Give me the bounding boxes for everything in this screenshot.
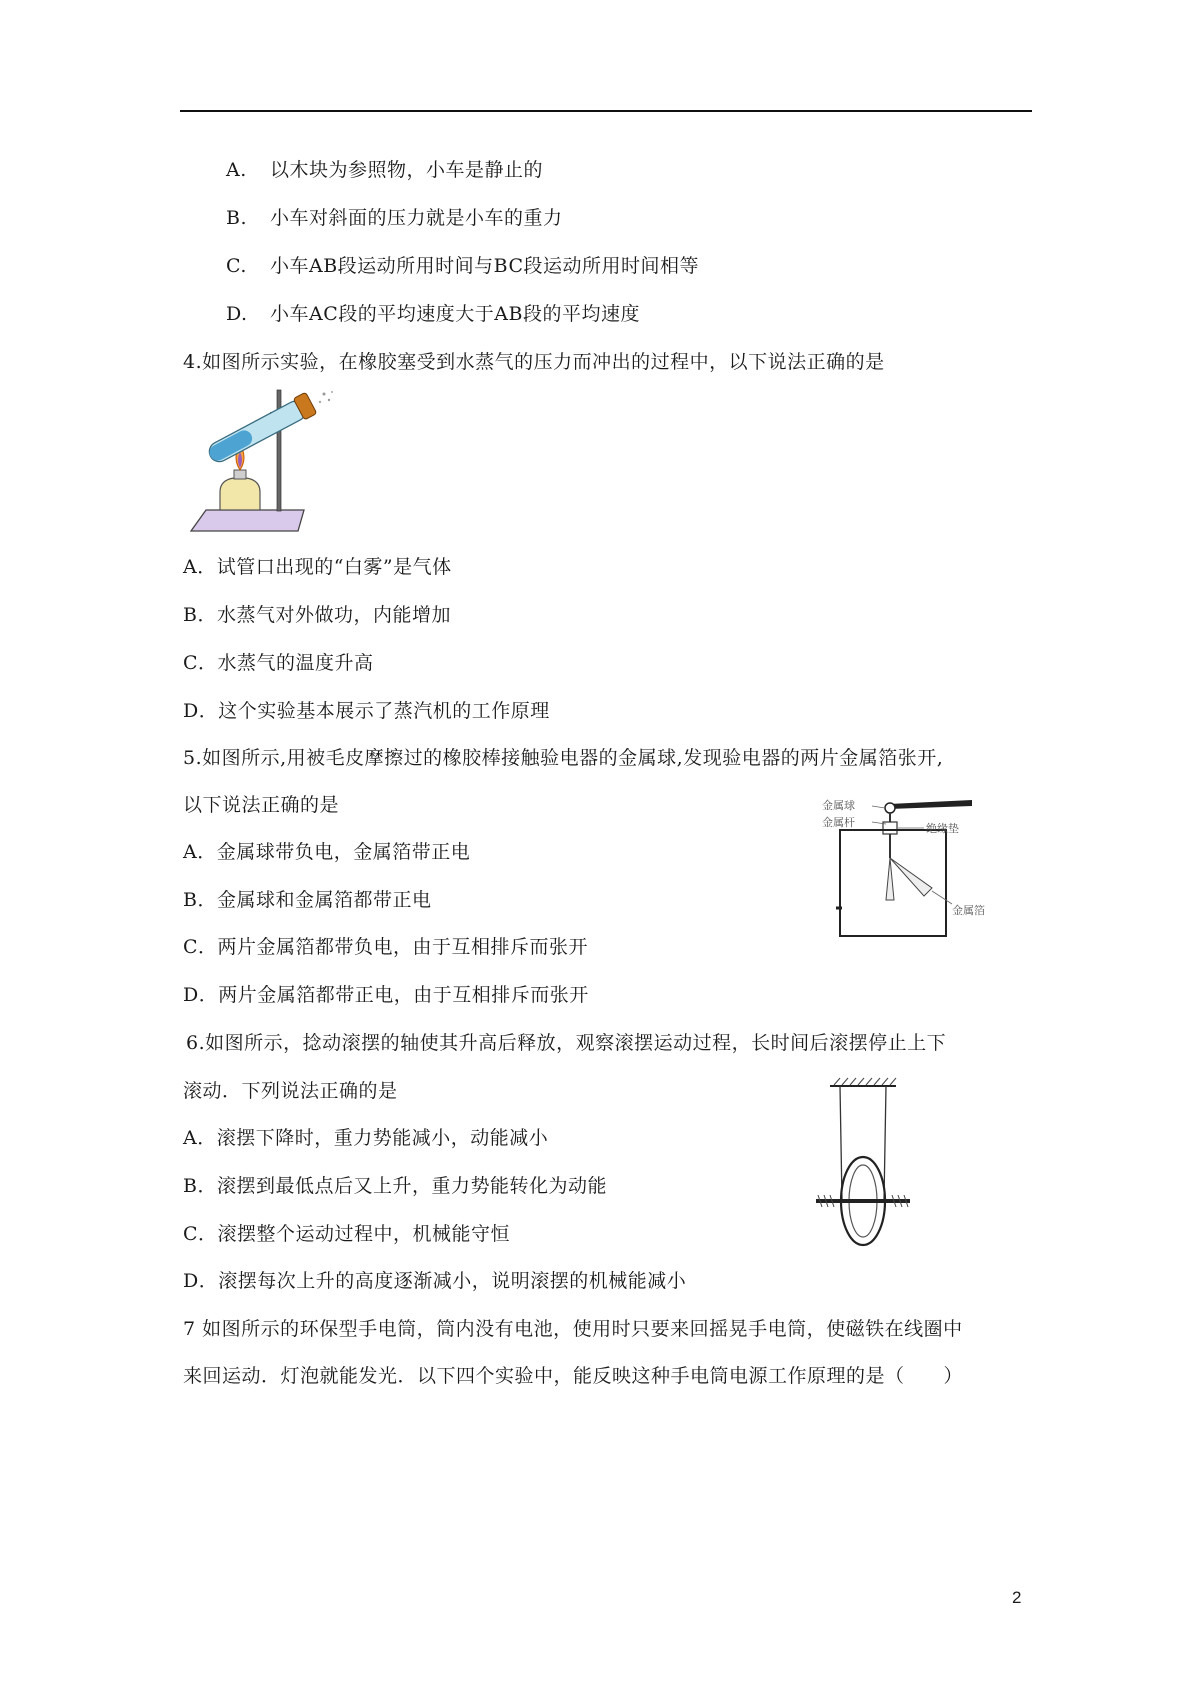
q5-option-d: D．两片金属箔都带正电，由于互相排斥而张开 [183, 984, 589, 1006]
q5-option-b: B．金属球和金属箔都带正电 [183, 889, 432, 911]
maxwell-pendulum-figure [812, 1076, 914, 1248]
q6-option-c: C．滚摆整个运动过程中，机械能守恒 [183, 1223, 511, 1245]
q4-option-c: C．水蒸气的温度升高 [183, 652, 374, 674]
q4-option-d: D．这个实验基本展示了蒸汽机的工作原理 [183, 700, 550, 722]
q3-option-c: C. 小车AB段运动所用时间与BC段运动所用时间相等 [226, 255, 700, 277]
q3-option-a: A. 以木块为参照物，小车是静止的 [226, 159, 544, 181]
q4-stem: 4.如图所示实验，在橡胶塞受到水蒸气的压力而冲出的过程中，以下说法正确的是 [183, 351, 885, 373]
label-pad: 绝缘垫 [926, 822, 959, 835]
q5-stem-line2: 以下说法正确的是 [183, 794, 340, 816]
q6-option-a: A．滚摆下降时，重力势能减小，动能减小 [183, 1127, 549, 1149]
q7-stem-line1: 7 如图所示的环保型手电筒，筒内没有电池，使用时只要来回摇晃手电筒，使磁铁在线圈中 [183, 1318, 963, 1340]
q6-option-d: D．滚摆每次上升的高度逐渐减小，说明滚摆的机械能减小 [183, 1270, 687, 1292]
q6-stem-line2: 滚动．下列说法正确的是 [183, 1080, 398, 1102]
q4-option-a: A．试管口出现的“白雾”是气体 [183, 556, 452, 578]
q5-option-c: C．两片金属箔都带负电，由于互相排斥而张开 [183, 936, 589, 958]
electroscope-figure [812, 796, 1007, 946]
q4-option-b: B．水蒸气对外做功，内能增加 [183, 604, 451, 626]
label-rod: 金属杆 [822, 816, 855, 829]
q3-option-d: D. 小车AC段的平均速度大于AB段的平均速度 [226, 303, 640, 325]
page-number: 2 [1012, 1588, 1022, 1607]
header-rule [180, 110, 1032, 112]
q6-stem-line1: 6.如图所示，捻动滚摆的轴使其升高后释放，观察滚摆运动过程，长时间后滚摆停止上下 [186, 1032, 947, 1054]
q7-stem-line2: 来回运动．灯泡就能发光．以下四个实验中，能反映这种手电筒电源工作原理的是（ ） [183, 1365, 964, 1387]
q5-stem-line1: 5.如图所示,用被毛皮摩擦过的橡胶棒接触验电器的金属球,发现验电器的两片金属箔张开, [183, 747, 944, 769]
label-ball: 金属球 [822, 799, 855, 812]
q5-option-a: A．金属球带负电，金属箔带正电 [183, 841, 471, 863]
label-foil: 金属箔 [952, 904, 985, 917]
q3-option-b: B. 小车对斜面的压力就是小车的重力 [226, 207, 563, 229]
test-tube-heating-figure [186, 388, 336, 540]
q6-option-b: B．滚摆到最低点后又上升，重力势能转化为动能 [183, 1175, 607, 1197]
